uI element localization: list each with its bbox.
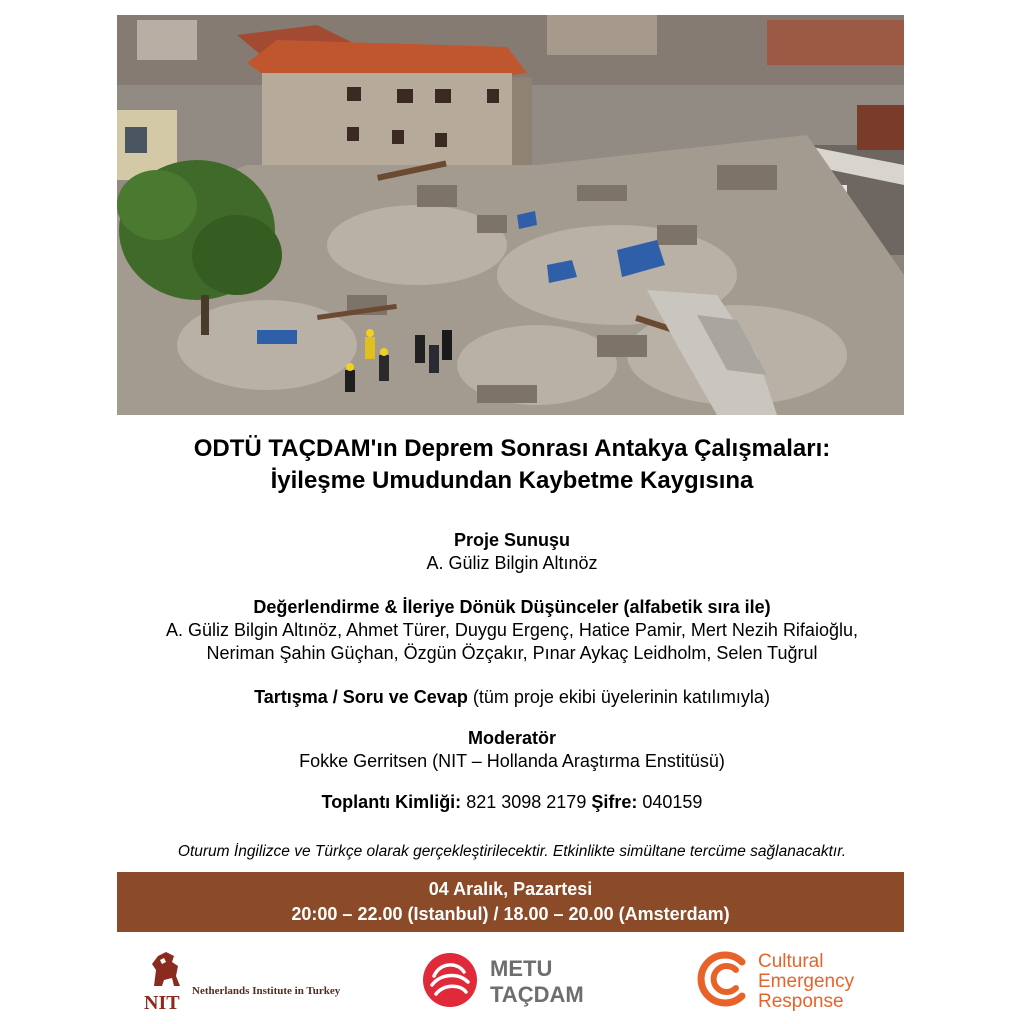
metu-tacdam-logo xyxy=(422,942,612,1017)
meeting-pass-label: Şifre: xyxy=(591,792,638,812)
nit-logo xyxy=(140,942,360,1017)
evaluation-names-line-2: Neriman Şahin Güçhan, Özgün Özçakır, Pınar Aykaç Leidholm, Selen Tuğrul xyxy=(206,643,818,663)
cer-c-icon xyxy=(696,950,752,1008)
evaluation-names-line-1: A. Güliz Bilgin Altınöz, Ahmet Türer, Duygu Ergenç, Hatice Pamir, Mert Nezih Rifaioğlu, xyxy=(166,620,858,640)
date-band xyxy=(117,872,904,932)
nit-lion-icon xyxy=(146,946,186,990)
metu-line-2: TAÇDAM xyxy=(490,982,584,1007)
discussion-section xyxy=(40,686,984,709)
cer-line-3: Response xyxy=(758,991,844,1012)
discussion-detail: (tüm proje ekibi üyelerinin katılımıyla) xyxy=(472,687,770,707)
cer-line-1: Cultural xyxy=(758,951,824,972)
nit-name: Netherlands Institute in Turkey xyxy=(192,985,341,997)
date-line-2: 20:00 – 22.00 (Istanbul) / 18.00 – 20.00 (Amsterdam) xyxy=(291,904,730,924)
presentation-heading: Proje Sunuşu xyxy=(453,530,570,550)
cer-line-2: Emergency xyxy=(758,971,855,992)
discussion-heading: Tartışma / Soru ve Cevap xyxy=(254,687,468,707)
cer-logo xyxy=(696,942,896,1017)
moderator-section xyxy=(40,727,984,773)
presentation-name: A. Güliz Bilgin Altınöz xyxy=(426,553,598,573)
title-line-2: İyileşme Umudundan Kaybetme Kaygısına xyxy=(270,467,754,494)
presentation-section xyxy=(40,529,984,575)
metu-swirl-icon xyxy=(422,952,478,1008)
meeting-id-label: Toplantı Kimliği: xyxy=(321,792,462,812)
date-line-1: 04 Aralık, Pazartesi xyxy=(428,879,593,899)
metu-line-1: METU xyxy=(490,956,553,981)
moderator-heading: Moderatör xyxy=(467,728,556,748)
meeting-pass-value[interactable]: 040159 xyxy=(642,792,703,812)
evaluation-section xyxy=(40,596,984,665)
meeting-info xyxy=(40,791,984,814)
meeting-id-value[interactable]: 821 3098 2179 xyxy=(466,792,587,812)
title-line-1: ODTÜ TAÇDAM'ın Deprem Sonrası Antakya Çalışmaları: xyxy=(193,435,831,462)
nit-abbr: NIT xyxy=(144,992,180,1014)
moderator-name: Fokke Gerritsen (NIT – Hollanda Araştırma Enstitüsü) xyxy=(299,751,725,771)
evaluation-heading: Değerlendirme & İleriye Dönük Düşünceler (alfabetik sıra ile) xyxy=(253,597,771,617)
earthquake-rubble-photo xyxy=(117,15,904,415)
event-title xyxy=(60,433,964,497)
language-note: Oturum İngilizce ve Türkçe olarak gerçekleştirilecektir. Etkinlikte simültane tercüme sağlanacaktır. xyxy=(177,843,847,860)
